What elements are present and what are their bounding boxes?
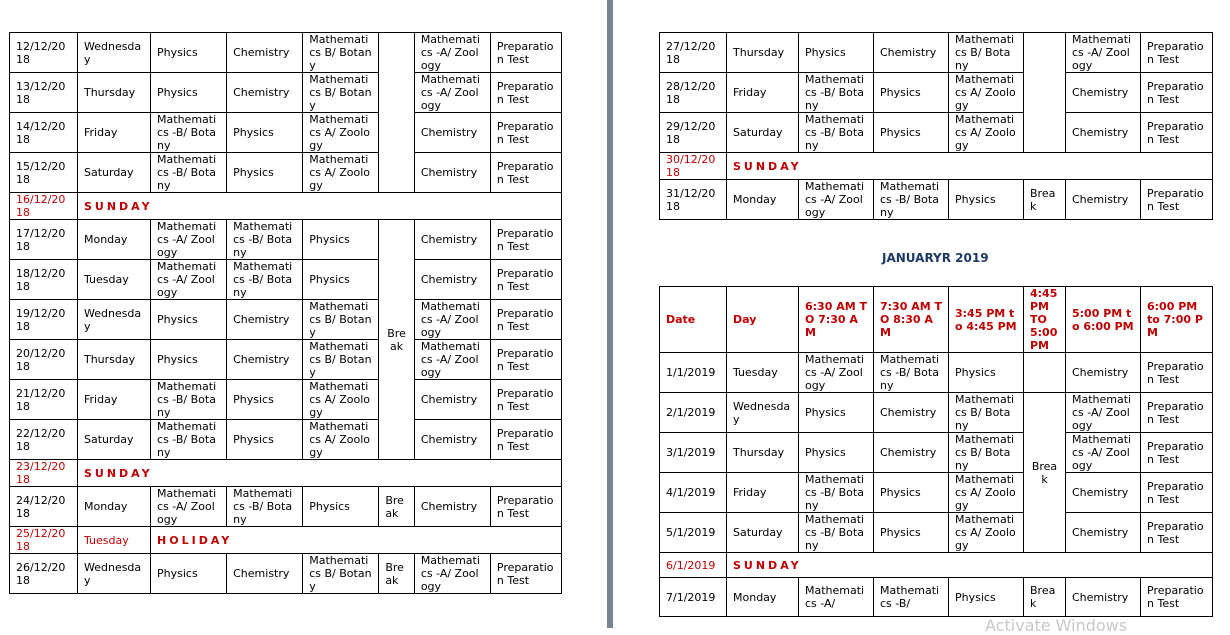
subject-cell: Mathematics A/ Zoology bbox=[303, 153, 379, 193]
table-row bbox=[10, 260, 562, 300]
date-cell: 22/12/2018 bbox=[10, 420, 78, 460]
table-row bbox=[660, 578, 1213, 617]
subject-cell: Chemistry bbox=[227, 340, 303, 380]
subject-cell: Chemistry bbox=[874, 393, 949, 433]
table-row bbox=[10, 33, 562, 73]
day-cell: Saturday bbox=[77, 153, 150, 193]
subject-cell: Physics bbox=[151, 554, 227, 594]
table-row bbox=[660, 513, 1213, 553]
subject-cell: Mathematics A/ Zoology bbox=[303, 113, 379, 153]
subject-cell: Mathematics -B/ Botany bbox=[799, 113, 874, 153]
sunday-cell: SUNDAY bbox=[727, 153, 1213, 180]
date-cell: 14/12/2018 bbox=[10, 113, 78, 153]
subject-cell: Mathematics -B/ Botany bbox=[874, 180, 949, 220]
subject-cell: Chemistry bbox=[414, 113, 490, 153]
test-cell: Preparation Test bbox=[1141, 473, 1213, 513]
subject-cell: Chemistry bbox=[227, 554, 303, 594]
subject-cell: Chemistry bbox=[1066, 353, 1141, 393]
subject-cell: Chemistry bbox=[414, 260, 490, 300]
subject-cell: Chemistry bbox=[414, 487, 490, 527]
subject-cell: Physics bbox=[949, 180, 1024, 220]
date-cell: 4/1/2019 bbox=[660, 473, 727, 513]
subject-cell: Mathematics B/ Botany bbox=[949, 33, 1024, 73]
subject-cell: Physics bbox=[227, 153, 303, 193]
date-cell: 23/12/2018 bbox=[10, 460, 78, 487]
subject-cell: Chemistry bbox=[227, 73, 303, 113]
subject-cell: Mathematics -B/ bbox=[874, 578, 949, 617]
date-cell: 26/12/2018 bbox=[10, 554, 78, 594]
day-cell: Monday bbox=[77, 487, 150, 527]
break-cell: Break bbox=[379, 487, 415, 527]
date-cell: 25/12/2018 bbox=[10, 527, 78, 554]
test-cell: Preparation Test bbox=[490, 73, 561, 113]
subject-cell: Mathematics A/ Zoology bbox=[949, 513, 1024, 553]
table-row bbox=[660, 393, 1213, 433]
day-cell: Friday bbox=[727, 73, 799, 113]
subject-cell: Mathematics -B/ Botany bbox=[151, 420, 227, 460]
subject-cell: Chemistry bbox=[1066, 180, 1141, 220]
day-cell: Wednesday bbox=[77, 33, 150, 73]
subject-cell: Physics bbox=[151, 300, 227, 340]
date-cell: 30/12/2018 bbox=[660, 153, 727, 180]
subject-cell: Mathematics -A/ Zoology bbox=[1066, 393, 1141, 433]
subject-cell: Mathematics -B/ Botany bbox=[227, 220, 303, 260]
table-row bbox=[10, 527, 562, 554]
subject-cell: Physics bbox=[799, 393, 874, 433]
subject-cell: Physics bbox=[227, 113, 303, 153]
table-row bbox=[660, 153, 1213, 180]
test-cell: Preparation Test bbox=[1141, 578, 1213, 617]
subject-cell: Physics bbox=[874, 473, 949, 513]
test-cell: Preparation Test bbox=[490, 220, 561, 260]
subject-cell: Mathematics -A/ Zoology bbox=[799, 180, 874, 220]
table-row bbox=[660, 180, 1213, 220]
test-cell: Preparation Test bbox=[490, 300, 561, 340]
day-cell: Friday bbox=[77, 380, 150, 420]
test-cell: Preparation Test bbox=[490, 487, 561, 527]
table-row bbox=[10, 193, 562, 220]
subject-cell: Mathematics -A/ Zoology bbox=[1066, 33, 1141, 73]
subject-cell: Chemistry bbox=[1066, 113, 1141, 153]
day-cell: Thursday bbox=[77, 340, 150, 380]
subject-cell: Mathematics -A/ bbox=[799, 578, 874, 617]
subject-cell: Mathematics -A/ Zoology bbox=[414, 73, 490, 113]
table-row bbox=[660, 473, 1213, 513]
subject-cell: Chemistry bbox=[874, 33, 949, 73]
day-cell: Wednesday bbox=[77, 300, 150, 340]
subject-cell: Chemistry bbox=[227, 33, 303, 73]
break-cell: Break bbox=[1024, 393, 1066, 553]
table-row bbox=[10, 380, 562, 420]
table-row bbox=[10, 554, 562, 594]
subject-cell: Chemistry bbox=[1066, 513, 1141, 553]
day-cell: Saturday bbox=[727, 513, 799, 553]
subject-cell: Mathematics -A/ Zoology bbox=[151, 260, 227, 300]
test-cell: Preparation Test bbox=[490, 33, 561, 73]
date-cell: 29/12/2018 bbox=[660, 113, 727, 153]
subject-cell: Mathematics B/ Botany bbox=[303, 340, 379, 380]
test-cell: Preparation Test bbox=[490, 420, 561, 460]
table-row bbox=[660, 73, 1213, 113]
day-cell: Thursday bbox=[77, 73, 150, 113]
date-cell: 27/12/2018 bbox=[660, 33, 727, 73]
subject-cell: Physics bbox=[303, 260, 379, 300]
subject-cell: Physics bbox=[874, 513, 949, 553]
subject-cell: Mathematics A/ Zoology bbox=[303, 420, 379, 460]
sunday-cell: SUNDAY bbox=[77, 193, 561, 220]
subject-cell: Physics bbox=[949, 578, 1024, 617]
table-row bbox=[660, 353, 1213, 393]
subject-cell: Mathematics -B/ Botany bbox=[799, 513, 874, 553]
subject-cell: Mathematics B/ Botany bbox=[949, 393, 1024, 433]
test-cell: Preparation Test bbox=[1141, 113, 1213, 153]
break-cell: Break bbox=[1024, 578, 1066, 617]
subject-cell: Chemistry bbox=[414, 153, 490, 193]
date-cell: 17/12/2018 bbox=[10, 220, 78, 260]
table-row bbox=[10, 153, 562, 193]
day-cell: Saturday bbox=[727, 113, 799, 153]
subject-cell: Physics bbox=[151, 73, 227, 113]
table-row bbox=[10, 340, 562, 380]
subject-cell: Mathematics -B/ Botany bbox=[151, 113, 227, 153]
column-header: 5:00 PM to 6:00 PM bbox=[1066, 287, 1141, 353]
day-cell: Monday bbox=[727, 180, 799, 220]
subject-cell: Mathematics B/ Botany bbox=[303, 554, 379, 594]
column-header: 7:30 AM TO 8:30 AM bbox=[874, 287, 949, 353]
december-table-left bbox=[9, 32, 562, 594]
subject-cell: Physics bbox=[799, 433, 874, 473]
subject-cell: Physics bbox=[227, 380, 303, 420]
column-header: 3:45 PM to 4:45 PM bbox=[949, 287, 1024, 353]
table-row bbox=[10, 300, 562, 340]
subject-cell: Mathematics -B/ Botany bbox=[874, 353, 949, 393]
holiday-cell: HOLIDAY bbox=[151, 527, 562, 554]
subject-cell: Mathematics B/ Botany bbox=[303, 73, 379, 113]
subject-cell: Mathematics -B/ Botany bbox=[227, 260, 303, 300]
break-cell: Break bbox=[1024, 180, 1066, 220]
subject-cell: Mathematics -A/ Zoology bbox=[414, 554, 490, 594]
subject-cell: Mathematics B/ Botany bbox=[303, 300, 379, 340]
test-cell: Preparation Test bbox=[490, 554, 561, 594]
subject-cell: Physics bbox=[949, 353, 1024, 393]
date-cell: 16/12/2018 bbox=[10, 193, 78, 220]
activate-windows-watermark: Activate Windows bbox=[985, 616, 1128, 635]
day-cell: Wednesday bbox=[77, 554, 150, 594]
date-cell: 21/12/2018 bbox=[10, 380, 78, 420]
subject-cell: Physics bbox=[151, 33, 227, 73]
break-cell bbox=[1024, 33, 1066, 153]
subject-cell: Physics bbox=[151, 340, 227, 380]
test-cell: Preparation Test bbox=[1141, 393, 1213, 433]
table-row bbox=[660, 553, 1213, 578]
subject-cell: Mathematics B/ Botany bbox=[949, 433, 1024, 473]
column-header: 4:45 PM TO 5:00 PM bbox=[1024, 287, 1066, 353]
subject-cell: Mathematics -B/ Botany bbox=[799, 473, 874, 513]
column-header: Date bbox=[660, 287, 727, 353]
subject-cell: Physics bbox=[799, 33, 874, 73]
table-row bbox=[10, 113, 562, 153]
day-cell: Thursday bbox=[727, 433, 799, 473]
subject-cell: Physics bbox=[303, 487, 379, 527]
day-cell: Tuesday bbox=[727, 353, 799, 393]
subject-cell: Mathematics -B/ Botany bbox=[151, 153, 227, 193]
table-row bbox=[10, 220, 562, 260]
day-cell: Monday bbox=[727, 578, 799, 617]
date-cell: 19/12/2018 bbox=[10, 300, 78, 340]
date-cell: 15/12/2018 bbox=[10, 153, 78, 193]
date-cell: 2/1/2019 bbox=[660, 393, 727, 433]
subject-cell: Mathematics A/ Zoology bbox=[949, 113, 1024, 153]
subject-cell: Physics bbox=[227, 420, 303, 460]
table-row bbox=[660, 33, 1213, 73]
date-cell: 12/12/2018 bbox=[10, 33, 78, 73]
date-cell: 3/1/2019 bbox=[660, 433, 727, 473]
subject-cell: Mathematics -A/ Zoology bbox=[1066, 433, 1141, 473]
date-cell: 24/12/2018 bbox=[10, 487, 78, 527]
sunday-cell: SUNDAY bbox=[727, 553, 1213, 578]
date-cell: 5/1/2019 bbox=[660, 513, 727, 553]
subject-cell: Chemistry bbox=[414, 380, 490, 420]
test-cell: Preparation Test bbox=[1141, 353, 1213, 393]
test-cell: Preparation Test bbox=[1141, 33, 1213, 73]
day-cell: Friday bbox=[727, 473, 799, 513]
table-row bbox=[10, 420, 562, 460]
subject-cell: Physics bbox=[874, 73, 949, 113]
date-cell: 13/12/2018 bbox=[10, 73, 78, 113]
date-cell: 7/1/2019 bbox=[660, 578, 727, 617]
date-cell: 6/1/2019 bbox=[660, 553, 727, 578]
subject-cell: Chemistry bbox=[1066, 473, 1141, 513]
column-header: 6:30 AM TO 7:30 AM bbox=[799, 287, 874, 353]
date-cell: 31/12/2018 bbox=[660, 180, 727, 220]
subject-cell: Physics bbox=[874, 113, 949, 153]
break-cell: Break bbox=[379, 554, 415, 594]
subject-cell: Chemistry bbox=[874, 433, 949, 473]
break-cell: Break bbox=[379, 220, 415, 460]
test-cell: Preparation Test bbox=[1141, 513, 1213, 553]
subject-cell: Mathematics -B/ Botany bbox=[151, 380, 227, 420]
subject-cell: Mathematics -A/ Zoology bbox=[414, 340, 490, 380]
break-cell bbox=[379, 33, 415, 193]
subject-cell: Mathematics -A/ Zoology bbox=[799, 353, 874, 393]
subject-cell: Chemistry bbox=[1066, 578, 1141, 617]
day-cell: Monday bbox=[77, 220, 150, 260]
subject-cell: Chemistry bbox=[414, 220, 490, 260]
subject-cell: Chemistry bbox=[227, 300, 303, 340]
date-cell: 20/12/2018 bbox=[10, 340, 78, 380]
test-cell: Preparation Test bbox=[490, 380, 561, 420]
test-cell: Preparation Test bbox=[1141, 73, 1213, 113]
column-header: 6:00 PM to 7:00 PM bbox=[1141, 287, 1213, 353]
test-cell: Preparation Test bbox=[1141, 433, 1213, 473]
test-cell: Preparation Test bbox=[490, 113, 561, 153]
subject-cell: Mathematics A/ Zoology bbox=[949, 73, 1024, 113]
subject-cell: Mathematics -A/ Zoology bbox=[151, 487, 227, 527]
table-row bbox=[10, 460, 562, 487]
subject-cell: Mathematics -A/ Zoology bbox=[414, 33, 490, 73]
test-cell: Preparation Test bbox=[490, 260, 561, 300]
january-title: JANUARYR 2019 bbox=[882, 251, 989, 265]
subject-cell: Chemistry bbox=[414, 420, 490, 460]
subject-cell: Mathematics -B/ Botany bbox=[799, 73, 874, 113]
day-cell: Tuesday bbox=[77, 527, 150, 554]
date-cell: 1/1/2019 bbox=[660, 353, 727, 393]
subject-cell: Mathematics -A/ Zoology bbox=[414, 300, 490, 340]
december-table-right bbox=[659, 32, 1213, 220]
test-cell: Preparation Test bbox=[490, 340, 561, 380]
subject-cell: Mathematics A/ Zoology bbox=[303, 380, 379, 420]
subject-cell: Mathematics -A/ Zoology bbox=[151, 220, 227, 260]
day-cell: Tuesday bbox=[77, 260, 150, 300]
date-cell: 28/12/2018 bbox=[660, 73, 727, 113]
day-cell: Saturday bbox=[77, 420, 150, 460]
table-row bbox=[10, 73, 562, 113]
subject-cell: Physics bbox=[303, 220, 379, 260]
day-cell: Thursday bbox=[727, 33, 799, 73]
subject-cell: Mathematics -B/ Botany bbox=[227, 487, 303, 527]
day-cell: Friday bbox=[77, 113, 150, 153]
subject-cell: Mathematics B/ Botany bbox=[303, 33, 379, 73]
table-row bbox=[10, 487, 562, 527]
day-cell: Wednesday bbox=[727, 393, 799, 433]
table-row bbox=[660, 433, 1213, 473]
january-table bbox=[659, 286, 1213, 617]
break-cell bbox=[1024, 353, 1066, 393]
test-cell: Preparation Test bbox=[490, 153, 561, 193]
table-row bbox=[660, 113, 1213, 153]
subject-cell: Mathematics A/ Zoology bbox=[949, 473, 1024, 513]
date-cell: 18/12/2018 bbox=[10, 260, 78, 300]
test-cell: Preparation Test bbox=[1141, 180, 1213, 220]
sunday-cell: SUNDAY bbox=[77, 460, 561, 487]
subject-cell: Chemistry bbox=[1066, 73, 1141, 113]
column-header: Day bbox=[727, 287, 799, 353]
